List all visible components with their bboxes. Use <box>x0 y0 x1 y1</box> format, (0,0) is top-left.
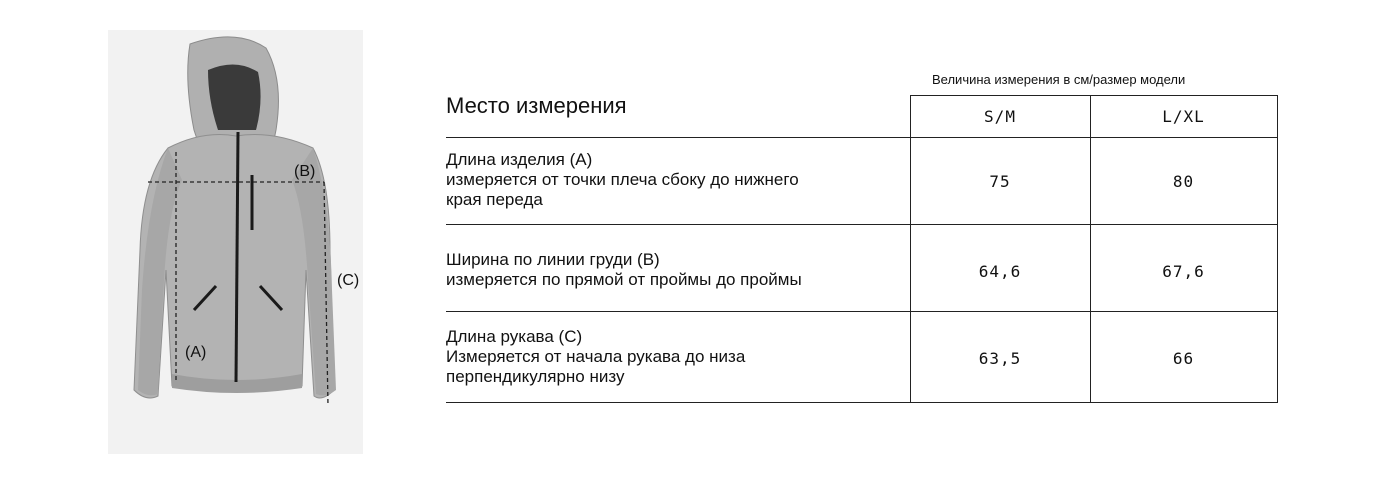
row-sleeve-label <box>446 327 745 387</box>
value-length-lxl: 80 <box>1172 172 1195 191</box>
table-header-border <box>446 137 1278 138</box>
size-header-sm: S/M <box>984 107 1016 126</box>
size-header-lxl: L/XL <box>1162 107 1205 126</box>
table-col-border <box>1277 95 1278 403</box>
table-top-border <box>910 95 1278 96</box>
label-a: (A) <box>185 344 207 361</box>
row-description: измеряется от точки плеча сбоку до нижнего <box>446 170 799 189</box>
table-row-border <box>446 311 1278 312</box>
table-row-border <box>446 224 1278 225</box>
value-chest-sm: 64,6 <box>978 262 1022 281</box>
value-chest-lxl: 67,6 <box>1162 262 1205 281</box>
row-title: Длина рукава (С) <box>446 327 583 346</box>
label-c: (C) <box>337 272 360 289</box>
jacket-illustration <box>108 30 363 454</box>
value-sleeve-sm: 63,5 <box>978 349 1022 368</box>
row-title: Длина изделия (А) <box>446 150 593 169</box>
row-description: перпендикулярно низу <box>446 367 625 386</box>
row-description: края переда <box>446 190 543 209</box>
row-description: Измеряется от начала рукава до низа <box>446 347 746 366</box>
measurement-place-header: Место измерения <box>446 93 627 118</box>
table-bottom-border <box>446 402 1278 403</box>
label-b: (B) <box>294 163 316 180</box>
row-description: измеряется по прямой от проймы до проймы <box>446 270 802 289</box>
unit-caption: Величина измерения в см/размер модели <box>932 72 1186 87</box>
value-length-sm: 75 <box>989 172 1011 191</box>
row-title: Ширина по линии груди (В) <box>446 250 660 269</box>
jacket-photo <box>108 30 363 454</box>
value-sleeve-lxl: 66 <box>1172 349 1195 368</box>
row-chest-label <box>446 250 802 290</box>
row-length-label <box>446 150 799 210</box>
